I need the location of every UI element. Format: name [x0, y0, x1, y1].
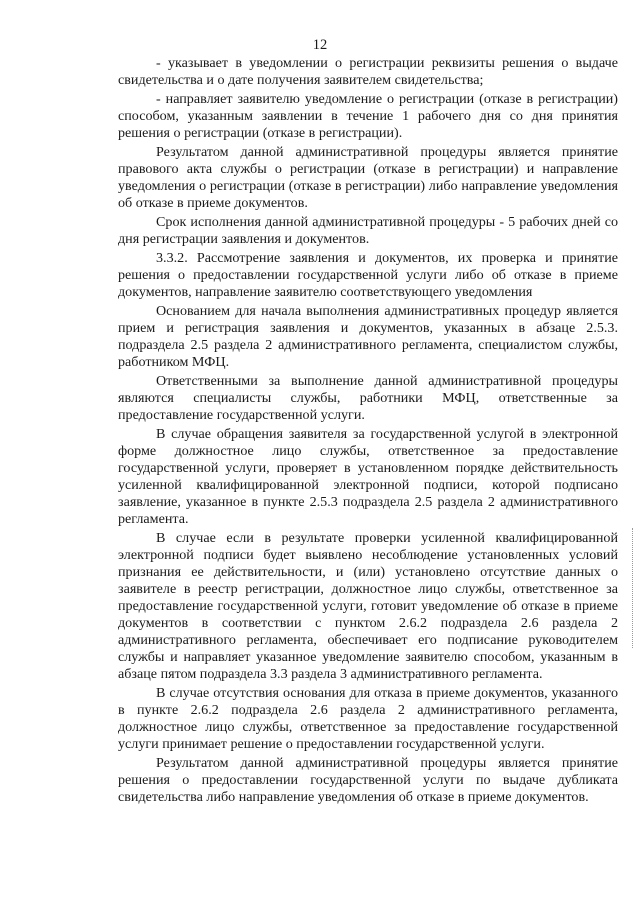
section-heading-3-3-2: 3.3.2. Рассмотрение заявления и документов, их проверка и принятие решения о предоставлении государственной услуги либо об отказе в приеме документов, направление заявителю соответствующего уведомления: [118, 250, 618, 300]
page-number: 12: [312, 37, 328, 53]
paragraph-requisites-notice: - указывает в уведомлении о регистрации реквизиты решения о выдаче свидетельства и о дате получения заявителем свидетельства;: [118, 55, 618, 88]
document-body: [118, 55, 618, 808]
paragraph-responsible: Ответственными за выполнение данной административной процедуры являются специалисты службы, работники МФЦ, ответственные за предоставление государственной услуги.: [118, 373, 618, 423]
paragraph-final-result: Результатом данной административной процедуры является принятие решения о предоставлении государственной услуги по выдаче дубликата свидетельства либо направление уведомления об отказе в приеме документов.: [118, 755, 618, 805]
paragraph-grounds: Основанием для начала выполнения административных процедур является прием и регистрация заявления и документов, указанных в абзаце 2.5.3. подраздела 2.5 раздела 2 административного регламента, специалистом службы, работником МФЦ.: [118, 303, 618, 370]
scan-edge-marks: [632, 528, 635, 648]
paragraph-result-registration: Результатом данной административной процедуры является принятие правового акта службы о регистрации (отказе в регистрации) и направление уведомления о регистрации (отказе в регистрации) либо направление уведомления об отказе в приеме документов.: [118, 144, 618, 211]
paragraph-deadline: Срок исполнения данной административной процедуры - 5 рабочих дней со дня регистрации заявления и документов.: [118, 214, 618, 247]
paragraph-electronic-form: В случае обращения заявителя за государственной услугой в электронной форме должностное лицо службы, ответственное за предоставление государственной услуги, проверяет в установленном порядке действительность усиленной квалифицированной электронной подписи, которой подписано заявление, указанное в пункте 2.5.3 подраздела 2.5 раздела 2 административного регламента.: [118, 426, 618, 527]
paragraph-no-refusal-grounds: В случае отсутствия основания для отказа в приеме документов, указанного в пункте 2.6.2 подраздела 2.6 раздела 2 административного регламента, должностное лицо службы, ответственное за предоставление государственной услуги принимает решение о предоставлении государственной услуги.: [118, 685, 618, 752]
paragraph-signature-check: В случае если в результате проверки усиленной квалифицированной электронной подписи будет выявлено несоблюдение установленных условий признания ее действительности, и (или) установлено отсутствие данных о заявителе в реестр регистрации, должностное лицо службы, ответственное за предоставление государственной услуги, готовит уведомление об отказе в приеме документов в соответствии с пунктом 2.6.2 подраздела 2.6 раздела 2 административного регламента, обеспечивает его подписание руководителем службы и направляет указанное уведомление заявителю способом, указанным в абзаце пятом подраздела 3.3 раздела 3 административного регламента.: [118, 530, 618, 682]
paragraph-send-notification: - направляет заявителю уведомление о регистрации (отказе в регистрации) способом, указанным заявлении в течение 1 рабочего дня со дня принятия решения о регистрации (отказе в регистрации).: [118, 91, 618, 141]
